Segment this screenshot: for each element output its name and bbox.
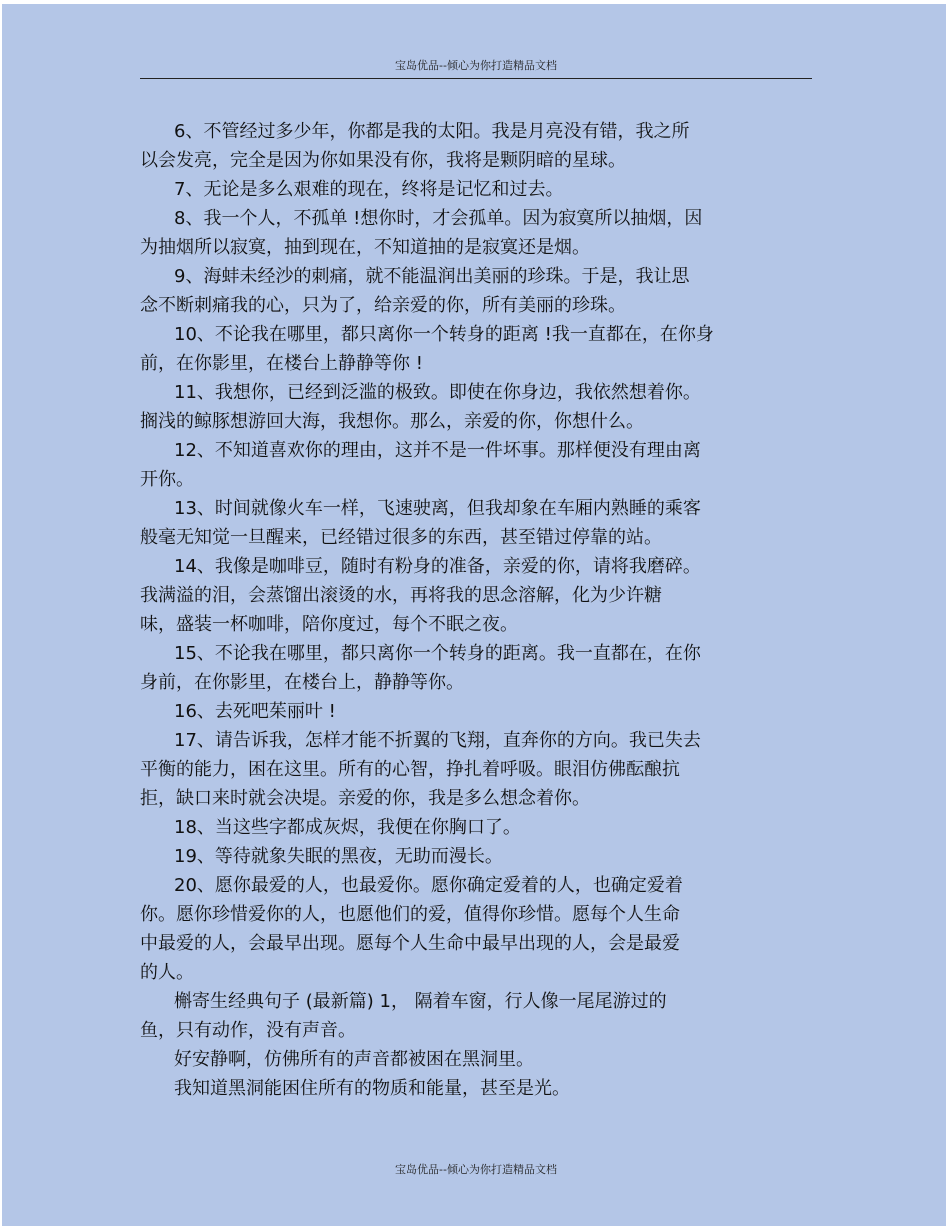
text-line: 7、无论是多么艰难的现在，终将是记忆和过去。	[174, 179, 564, 200]
paragraph	[140, 842, 812, 871]
text-line: 中最爱的人，会最早出现。愿每个人生命中最早出现的人，会是最爱	[140, 933, 680, 954]
paragraph	[140, 204, 812, 262]
text-line: 20、愿你最爱的人，也最爱你。愿你确定爱着的人，也确定爱着	[174, 875, 683, 896]
paragraph	[140, 987, 812, 1045]
paragraph	[140, 378, 812, 436]
paragraph	[140, 117, 812, 175]
text-line: 我知道黑洞能困住所有的物质和能量，甚至是光。	[174, 1078, 570, 1099]
text-line: 10、不论我在哪里，都只离你一个转身的距离 !我一直都在，在你身	[174, 324, 714, 345]
text-line: 你。愿你珍惜爱你的人，也愿他们的爱，值得你珍惜。愿每个人生命	[140, 904, 680, 925]
text-line: 念不断刺痛我的心，只为了，给亲爱的你，所有美丽的珍珠。	[140, 295, 626, 316]
document-page	[2, 4, 946, 1226]
paragraph	[140, 697, 812, 726]
text-line: 6、不管经过多少年，你都是我的太阳。我是月亮没有错，我之所	[174, 121, 690, 142]
text-line: 的人。	[140, 962, 194, 983]
text-line: 17、请告诉我，怎样才能不折翼的飞翔，直奔你的方向。我已失去	[174, 730, 701, 751]
text-line: 9、海蚌未经沙的刺痛，就不能温润出美丽的珍珠。于是，我让思	[174, 266, 690, 287]
text-line: 开你。	[140, 469, 194, 490]
text-line: 12、不知道喜欢你的理由，这并不是一件坏事。那样便没有理由离	[174, 440, 701, 461]
text-line: 14、我像是咖啡豆，随时有粉身的准备，亲爱的你，请将我磨碎。	[174, 556, 701, 577]
text-line: 15、不论我在哪里，都只离你一个转身的距离。我一直都在，在你	[174, 643, 701, 664]
text-line: 平衡的能力，困在这里。所有的心智，挣扎着呼吸。眼泪仿佛酝酿抗	[140, 759, 680, 780]
page-header: 宝岛优品--倾心为你打造精品文档	[395, 59, 557, 72]
paragraph	[140, 1074, 812, 1103]
document-body	[140, 117, 812, 1103]
paragraph	[140, 639, 812, 697]
text-line: 16、去死吧茱丽叶 !	[174, 701, 336, 722]
text-line: 11、我想你，已经到泛滥的极致。即使在你身边，我依然想着你。	[174, 382, 701, 403]
text-line: 18、当这些字都成灰烬，我便在你胸口了。	[174, 817, 521, 838]
paragraph	[140, 320, 812, 378]
text-line: 拒，缺口来时就会决堤。亲爱的你，我是多么想念着你。	[140, 788, 590, 809]
text-line: 鱼，只有动作，没有声音。	[140, 1020, 356, 1041]
paragraph	[140, 175, 812, 204]
text-line: 19、等待就象失眠的黑夜，无助而漫长。	[174, 846, 503, 867]
paragraph	[140, 726, 812, 813]
paragraph	[140, 262, 812, 320]
text-line: 前，在你影里，在楼台上静静等你 !	[140, 353, 423, 374]
paragraph	[140, 1045, 812, 1074]
paragraph	[140, 436, 812, 494]
paragraph	[140, 552, 812, 639]
header-divider	[140, 78, 812, 79]
paragraph	[140, 871, 812, 987]
text-line: 身前，在你影里，在楼台上，静静等你。	[140, 672, 464, 693]
text-line: 味，盛装一杯咖啡，陪你度过，每个不眠之夜。	[140, 614, 518, 635]
text-line: 8、我一个人，不孤单 !想你时，才会孤单。因为寂寞所以抽烟，因	[174, 208, 703, 229]
text-line: 我满溢的泪，会蒸馏出滚烫的水，再将我的思念溶解，化为少许糖	[140, 585, 662, 606]
text-line: 13、时间就像火车一样，飞速驶离，但我却象在车厢内熟睡的乘客	[174, 498, 701, 519]
text-line: 好安静啊，仿佛所有的声音都被困在黑洞里。	[174, 1049, 534, 1070]
text-line: 般毫无知觉一旦醒来，已经错过很多的东西，甚至错过停靠的站。	[140, 527, 662, 548]
paragraph	[140, 494, 812, 552]
text-line: 搁浅的鲸豚想游回大海，我想你。那么，亲爱的你，你想什么。	[140, 411, 644, 432]
paragraph	[140, 813, 812, 842]
text-line: 为抽烟所以寂寞，抽到现在，不知道抽的是寂寞还是烟。	[140, 237, 590, 258]
text-line: 槲寄生经典句子 (最新篇) 1， 隔着车窗，行人像一尾尾游过的	[174, 991, 667, 1012]
text-line: 以会发亮，完全是因为你如果没有你，我将是颗阴暗的星球。	[140, 150, 626, 171]
page-footer: 宝岛优品--倾心为你打造精品文档	[395, 1163, 557, 1176]
